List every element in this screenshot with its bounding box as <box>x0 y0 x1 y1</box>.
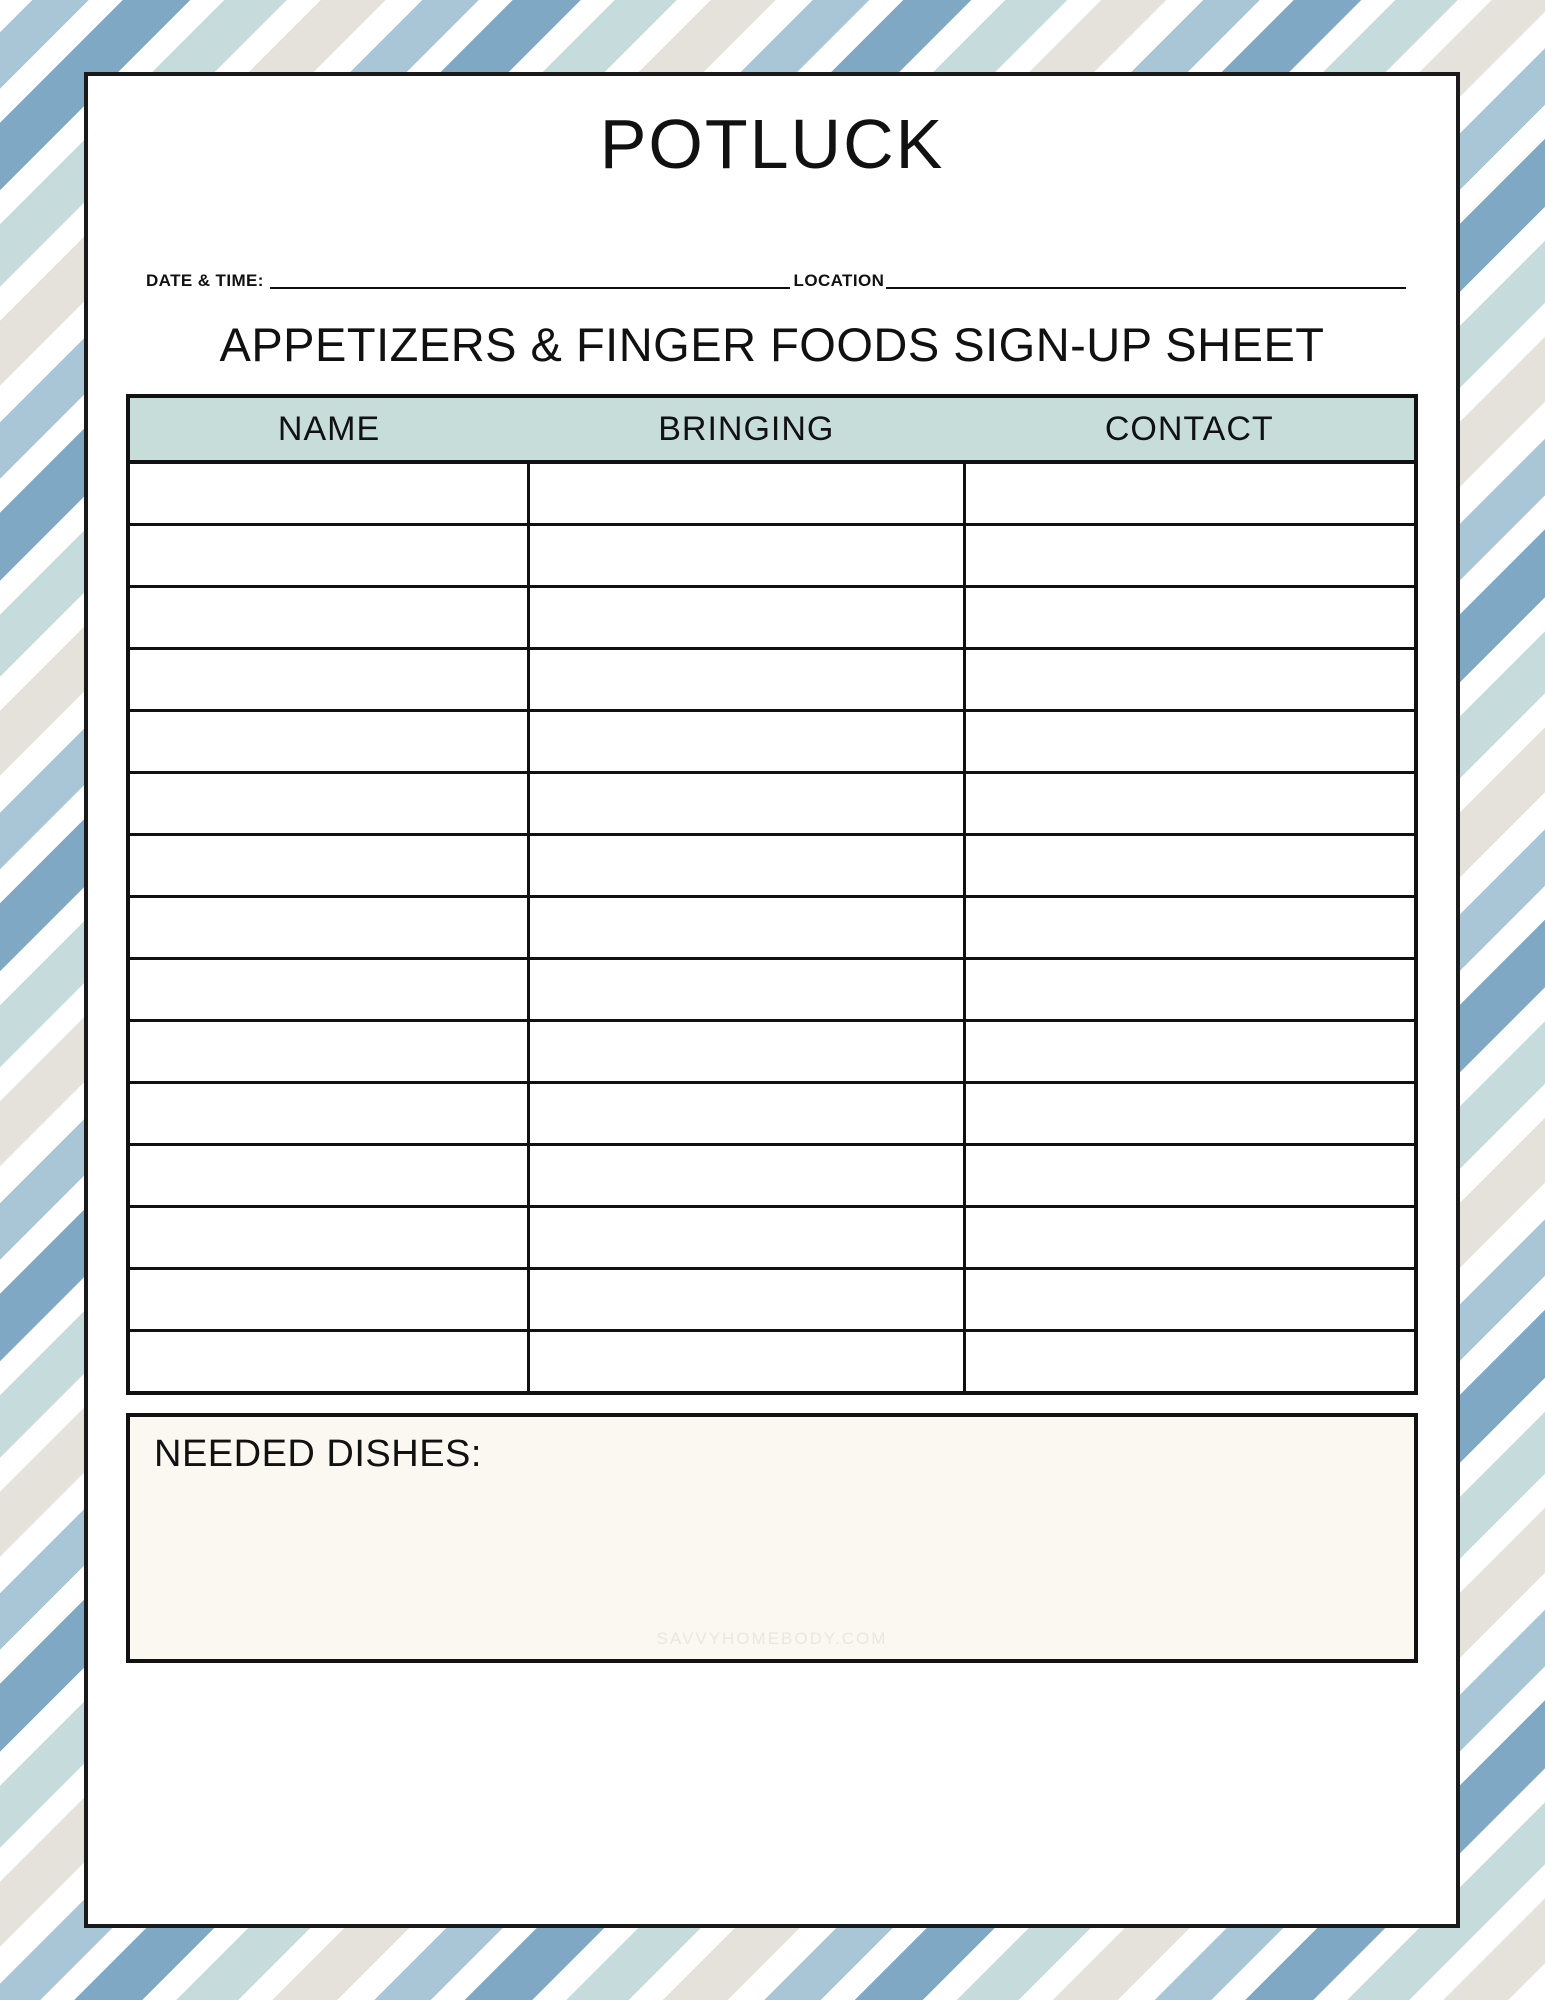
cell-bringing[interactable] <box>528 1207 965 1269</box>
cell-name[interactable] <box>130 959 528 1021</box>
location-label: LOCATION <box>793 271 885 290</box>
cell-name[interactable] <box>130 897 528 959</box>
cell-name[interactable] <box>130 711 528 773</box>
signup-table-body <box>130 462 1414 1391</box>
column-header-contact: CONTACT <box>965 398 1414 462</box>
cell-bringing[interactable] <box>528 835 965 897</box>
needed-dishes-box[interactable] <box>126 1413 1418 1663</box>
cell-contact[interactable] <box>965 525 1414 587</box>
cell-bringing[interactable] <box>528 525 965 587</box>
location-input-line[interactable] <box>886 286 1406 289</box>
cell-name[interactable] <box>130 1083 528 1145</box>
cell-name[interactable] <box>130 835 528 897</box>
cell-contact[interactable] <box>965 587 1414 649</box>
cell-bringing[interactable] <box>528 1021 965 1083</box>
table-row <box>130 525 1414 587</box>
cell-bringing[interactable] <box>528 773 965 835</box>
cell-name[interactable] <box>130 1331 528 1392</box>
table-row <box>130 1021 1414 1083</box>
cell-contact[interactable] <box>965 1269 1414 1331</box>
cell-contact[interactable] <box>965 1021 1414 1083</box>
cell-bringing[interactable] <box>528 1331 965 1392</box>
cell-name[interactable] <box>130 773 528 835</box>
table-row <box>130 959 1414 1021</box>
cell-contact[interactable] <box>965 711 1414 773</box>
signup-table-container <box>126 394 1418 1395</box>
cell-bringing[interactable] <box>528 1083 965 1145</box>
cell-bringing[interactable] <box>528 1145 965 1207</box>
table-row <box>130 649 1414 711</box>
table-row <box>130 1331 1414 1392</box>
cell-contact[interactable] <box>965 462 1414 525</box>
watermark: SAVVYHOMEBODY.COM <box>656 1629 888 1648</box>
date-time-label: DATE & TIME: <box>146 271 264 290</box>
table-row <box>130 1207 1414 1269</box>
table-row <box>130 462 1414 525</box>
cell-name[interactable] <box>130 1269 528 1331</box>
cell-name[interactable] <box>130 1207 528 1269</box>
cell-contact[interactable] <box>965 773 1414 835</box>
cell-bringing[interactable] <box>528 959 965 1021</box>
date-time-input-line[interactable] <box>270 286 790 289</box>
table-row <box>130 897 1414 959</box>
column-header-name: NAME <box>130 398 528 462</box>
printable-sheet <box>84 72 1460 1928</box>
cell-bringing[interactable] <box>528 587 965 649</box>
cell-contact[interactable] <box>965 897 1414 959</box>
table-row <box>130 1269 1414 1331</box>
cell-bringing[interactable] <box>528 1269 965 1331</box>
table-row <box>130 1145 1414 1207</box>
table-row <box>130 1083 1414 1145</box>
cell-name[interactable] <box>130 1021 528 1083</box>
cell-contact[interactable] <box>965 835 1414 897</box>
cell-name[interactable] <box>130 525 528 587</box>
table-row <box>130 711 1414 773</box>
column-header-bringing: BRINGING <box>528 398 965 462</box>
table-row <box>130 773 1414 835</box>
needed-dishes-label: NEEDED DISHES: <box>154 1433 482 1475</box>
cell-contact[interactable] <box>965 649 1414 711</box>
cell-name[interactable] <box>130 1145 528 1207</box>
meta-row <box>126 271 1418 293</box>
cell-bringing[interactable] <box>528 897 965 959</box>
cell-contact[interactable] <box>965 1207 1414 1269</box>
cell-name[interactable] <box>130 649 528 711</box>
cell-contact[interactable] <box>965 1083 1414 1145</box>
cell-name[interactable] <box>130 462 528 525</box>
table-row <box>130 587 1414 649</box>
cell-bringing[interactable] <box>528 649 965 711</box>
cell-bringing[interactable] <box>528 711 965 773</box>
cell-contact[interactable] <box>965 1331 1414 1392</box>
cell-bringing[interactable] <box>528 462 965 525</box>
page-title: POTLUCK <box>599 105 945 183</box>
cell-contact[interactable] <box>965 959 1414 1021</box>
signup-table <box>130 398 1414 1391</box>
page-subtitle: APPETIZERS & FINGER FOODS SIGN-UP SHEET <box>219 318 1325 371</box>
table-row <box>130 835 1414 897</box>
cell-contact[interactable] <box>965 1145 1414 1207</box>
table-header-row <box>130 398 1414 462</box>
cell-name[interactable] <box>130 587 528 649</box>
